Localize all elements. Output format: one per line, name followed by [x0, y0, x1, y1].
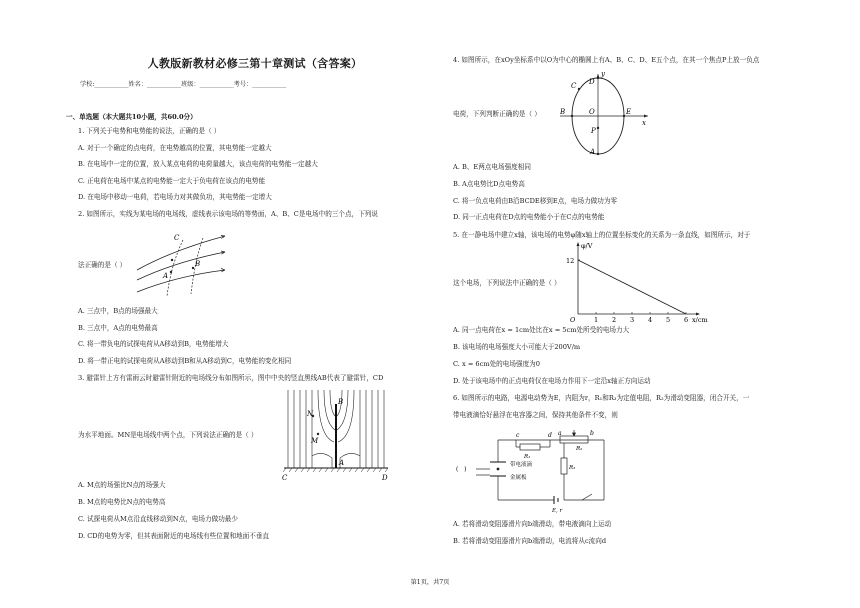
q5-label-o: O	[570, 316, 576, 324]
q3-option-d: D. CD的电势为零，但其表面附近的电场线有些位置和地面不垂直	[78, 532, 270, 540]
q5-option-b: B. 该电场的电场强度大小可能大于200V/m	[453, 343, 581, 351]
q6-bracket: ( )	[456, 466, 467, 473]
q6-label-plate: 金属板	[510, 475, 527, 481]
q6-option-b: B. 若将滑动变阻器滑片向b端滑动，电流将从c流向d	[453, 537, 607, 545]
q4-option-a: A. B、E两点电场强度相同	[453, 163, 531, 171]
q1-option-b: B. 在电场中一定的位置，放入某点电荷的电荷量越大，该点电荷的电势能一定越大	[78, 160, 318, 168]
q6-label-d: d	[548, 432, 552, 439]
q6-stem-cont: 带电液滴恰好悬浮在电容器之间，保持其他条件不变，则	[453, 411, 618, 419]
q5-tick-4: 4	[648, 316, 653, 324]
q6-option-a: A. 若将滑动变阻器滑片向b端滑动，带电液滴向上运动	[453, 520, 612, 528]
q2-stem-cont: 法正确的是（ ）	[78, 261, 127, 269]
q6-circuit-figure	[454, 428, 624, 514]
q6-label-droplet: 带电液滴	[510, 462, 533, 468]
q2-option-a: A. 三点中，B点的场强最大	[78, 307, 158, 315]
q4-label-o: O	[589, 108, 595, 116]
q4-label-c: C	[571, 82, 577, 90]
q6-label-b: b	[590, 430, 594, 437]
q3-label-m: M	[311, 437, 319, 445]
q2-field-figure	[133, 230, 228, 300]
q4-label-p: P	[591, 127, 596, 135]
q5-tick-2: 2	[612, 316, 617, 324]
q4-label-b: B	[560, 108, 566, 116]
q5-label-phi: φ/V	[581, 242, 593, 250]
q5-label-xcm: x/cm	[692, 316, 708, 324]
q1-option-c: C. 正电荷在电场中某点的电势能一定大于负电荷在该点的电势能	[78, 177, 266, 185]
q2-label-a: A	[163, 272, 169, 280]
q4-option-c: C. 将一负点电荷由B沿BCDE移到E点，电场力做功为零	[453, 197, 618, 205]
q4-option-b: B. A点电势比D点电势高	[453, 180, 525, 188]
q3-option-a: A. M点的场强比N点的场强大	[78, 481, 166, 489]
q3-lightning-rod-figure	[282, 386, 390, 482]
q2-label-c: C	[174, 234, 180, 242]
page-footer: 第1页，共7页	[410, 579, 450, 586]
q5-option-d: D. 处于该电场中的正点电荷仅在电场力作用下一定沿x轴正方向运动	[453, 377, 651, 385]
q5-stem-cont: 这个电场，下列说法中正确的是（ ）	[453, 279, 561, 287]
q3-option-c: C. 试探电荷从M点沿直线移动到N点，电场力做功最少	[78, 515, 238, 523]
q2-option-c: C. 将一带负电的试探电荷从A移动到B，电势能增大	[78, 340, 229, 348]
q3-option-b: B. M点的电势比N点的电势高	[78, 498, 166, 506]
q2-stem: 2. 如图所示，实线为某电场的电场线，虚线表示该电场的等势面，A、B、C是电场中的三个点，下列说	[78, 210, 378, 218]
q3-label-n: N	[307, 410, 314, 418]
q6-label-r3: R₃	[569, 465, 576, 471]
q3-label-d: D	[382, 474, 388, 482]
q5-option-c: C. x = 6cm处的电场强度为0	[453, 360, 540, 368]
page-title: 人教版新教材必修三第十章测试（含答案）	[147, 57, 363, 70]
q5-tick-6: 6	[684, 316, 689, 324]
q4-ellipse-figure	[558, 70, 650, 156]
q2-label-b: B	[195, 260, 201, 268]
q3-stem-cont: 为水平地面。MN是电场线中两个点，下列说法正确的是（ ）	[78, 431, 258, 439]
q4-stem-cont: 电荷，下列判断正确的是（ ）	[453, 110, 541, 118]
q6-label-r2: R₂	[576, 446, 583, 452]
q4-label-y: y	[601, 70, 605, 78]
q6-label-a: a	[558, 430, 562, 437]
q1-option-a: A. 对于一个确定的点电荷，在电势越高的位置，其电势能一定越大	[78, 144, 272, 152]
q6-label-c: c	[516, 432, 520, 439]
student-info-line: 学校:___________姓名：___________班级：___________考号：___________	[80, 81, 287, 88]
q1-stem: 1. 下列关于电势和电势能的说法，正确的是（ ）	[78, 127, 221, 135]
q5-tick-1: 1	[594, 316, 599, 324]
q4-label-d: D	[589, 78, 595, 86]
q4-label-a: A	[590, 148, 596, 156]
q6-label-r1: R₁	[524, 454, 531, 460]
q5-potential-graph	[562, 238, 712, 324]
q3-label-c: C	[282, 474, 288, 482]
q1-option-d: D. 在电场中移动一电荷，若电场力对其做负功，其电势能一定增大	[78, 193, 272, 201]
q5-option-a: A. 同一点电荷在x = 1cm处比在x = 5cm处所受的电场力大	[453, 326, 630, 334]
q6-label-er: E, r	[552, 508, 563, 514]
q3-stem: 3. 避雷针上方有雷雨云时避雷针附近的电场线分布如图所示，图中中央的竖直黑线AB代表了避雷针，CD	[78, 374, 384, 382]
q5-tick-5: 5	[666, 316, 671, 324]
q5-label-12: 12	[566, 257, 575, 265]
q4-option-d: D. 同一正点电荷在D点的电势能小于在C点的电势能	[453, 213, 605, 221]
q5-tick-3: 3	[630, 316, 635, 324]
section-heading: 一、单选题（本大题共10小题，共60.0分）	[66, 113, 197, 121]
q2-option-d: D. 将一带正电的试探电荷从A移动到B和从A移动到C，电势能的变化相同	[78, 357, 292, 365]
q3-label-a: A	[339, 459, 345, 467]
q6-stem: 6. 如图所示的电路，电源电动势为E，内阻为r，R₁和R₃为定值电阻，R₂为滑动变阻器，闭合开关，一	[453, 394, 750, 402]
q4-label-e: E	[626, 108, 632, 116]
q3-label-b: B	[338, 398, 344, 406]
q5-stem: 5. 在一静电场中建立x轴，该电场的电势φ随x轴上的位置坐标变化的关系为一条直线，如图所示，对于	[453, 231, 751, 239]
q4-label-x: x	[642, 119, 646, 127]
q4-stem: 4. 如图所示，在xOy坐标系中以O为中心的椭圆上有A、B、C、D、E五个点，在其一个焦点P上放一负点	[453, 56, 760, 64]
q2-option-b: B. 三点中，A点的电势最高	[78, 324, 158, 332]
